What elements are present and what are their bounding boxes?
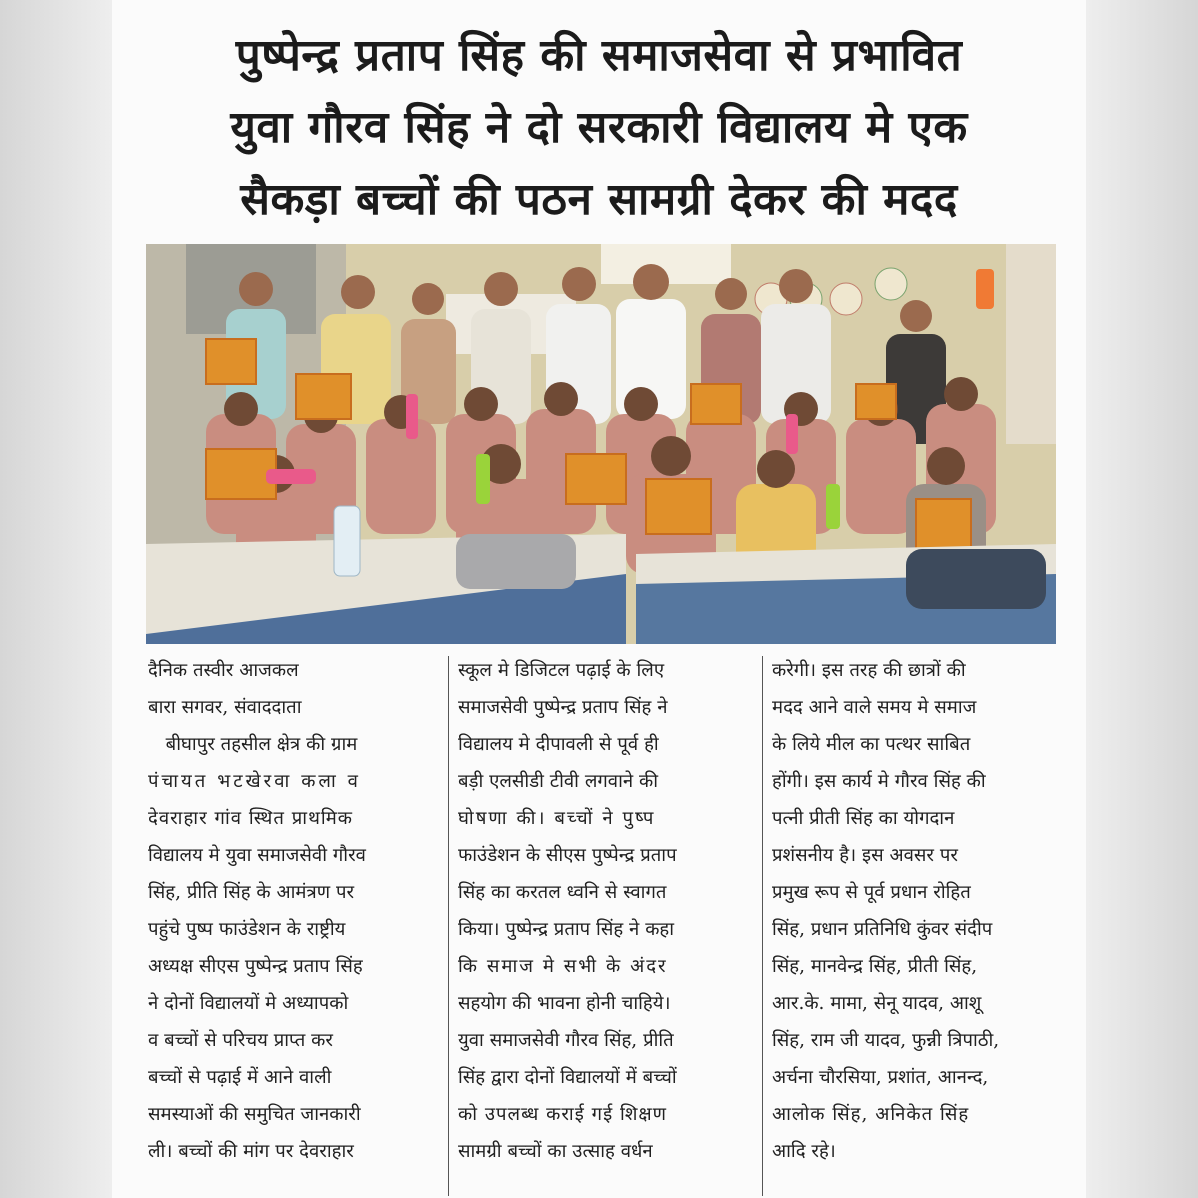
article-line: समाजसेवी पुष्पेन्द्र प्रताप सिंह ने [458,697,668,718]
article-line: अर्चना चौरसिया, प्रशांत, आनन्द, [772,1067,989,1088]
headline-line-1: पुष्पेन्द्र प्रताप सिंह की समाजसेवा से प्रभावित [235,30,963,81]
newspaper-clipping [112,0,1086,1198]
article-line: किया। पुष्पेन्द्र प्रताप सिंह ने कहा [458,919,675,940]
background-right-margin [1086,0,1198,1198]
article-line: पंचायत भटखेरवा कला व [148,771,361,792]
article-line: के लिये मील का पत्थर साबित [772,734,971,755]
classroom-photo-illustration [146,244,1056,644]
article-line: सिंह का करतल ध्वनि से स्वागत [458,882,667,903]
background-left-margin [0,0,112,1198]
article-line: होंगी। इस कार्य मे गौरव सिंह की [772,771,986,792]
article-line: आर.के. मामा, सेनू यादव, आशू [772,993,982,1014]
article-line: सामग्री बच्चों का उत्साह वर्धन [458,1141,653,1162]
article-line: विद्यालय मे युवा समाजसेवी गौरव [148,845,366,866]
article-line: प्रशंसनीय है। इस अवसर पर [772,845,958,866]
article-line: दैनिक तस्वीर आजकल [148,660,299,681]
article-line: को उपलब्ध कराई गई शिक्षण [458,1104,668,1125]
article-line: आदि रहे। [772,1141,836,1162]
headline-line-3: सैकड़ा बच्चों की पठन सामग्री देकर की मदद [240,174,958,225]
headline-line-2: युवा गौरव सिंह ने दो सरकारी विद्यालय मे एक [230,102,968,153]
article-line: घोषणा की। बच्चों ने पुष्प [458,808,656,829]
article-line: सहयोग की भावना होनी चाहिये। [458,993,671,1014]
article-line: बड़ी एलसीडी टीवी लगवाने की [458,771,659,792]
article-line: आलोक सिंह, अनिकेत सिंह [772,1104,970,1125]
article-line: करेगी। इस तरह की छात्रों की [772,660,966,681]
article-line: व बच्चों से परिचय प्राप्त कर [148,1030,333,1051]
article-line: प्रमुख रूप से पूर्व प्रधान रोहित [772,882,971,903]
article-line: कि समाज मे सभी के अंदर [458,956,668,977]
article-line: सिंह, राम जी यादव, फुन्नी त्रिपाठी, [772,1030,1000,1051]
article-column-3 [772,652,1068,1198]
article-line: मदद आने वाले समय मे समाज [772,697,977,718]
article-line: सिंह, प्रीति सिंह के आमंत्रण पर [148,882,355,903]
classroom-photo [146,244,1056,644]
article-column-1 [148,652,444,1198]
article-line: बीघापुर तहसील क्षेत्र की ग्राम [148,734,358,755]
article-line: विद्यालय मे दीपावली से पूर्व ही [458,734,659,755]
article-line: पहुंचे पुष्प फाउंडेशन के राष्ट्रीय [148,919,346,940]
article-line: ली। बच्चों की मांग पर देवराहार [148,1141,354,1162]
article-line: अध्यक्ष सीएस पुष्पेन्द्र प्रताप सिंह [148,956,363,977]
article-line: देवराहार गांव स्थित प्राथमिक [148,808,353,829]
article-column-2 [458,652,754,1198]
article-line: सिंह, मानवेन्द्र सिंह, प्रीती सिंह, [772,956,978,977]
article-line: बारा सगवर, संवाददाता [148,697,302,718]
article-line: बच्चों से पढ़ाई में आने वाली [148,1067,332,1088]
article-line: पत्नी प्रीती सिंह का योगदान [772,808,955,829]
column-divider [762,656,763,1196]
headline [112,20,1086,236]
article-line: फाउंडेशन के सीएस पुष्पेन्द्र प्रताप [458,845,677,866]
article-line: समस्याओं की समुचित जानकारी [148,1104,361,1125]
article-line: युवा समाजसेवी गौरव सिंह, प्रीति [458,1030,674,1051]
article-line: स्कूल मे डिजिटल पढ़ाई के लिए [458,660,665,681]
column-divider [448,656,449,1196]
article-line: ने दोनों विद्यालयों मे अध्यापको [148,993,349,1014]
article-line: सिंह, प्रधान प्रतिनिधि कुंवर संदीप [772,919,993,940]
article-line: सिंह द्वारा दोनों विद्यालयों में बच्चों [458,1067,677,1088]
